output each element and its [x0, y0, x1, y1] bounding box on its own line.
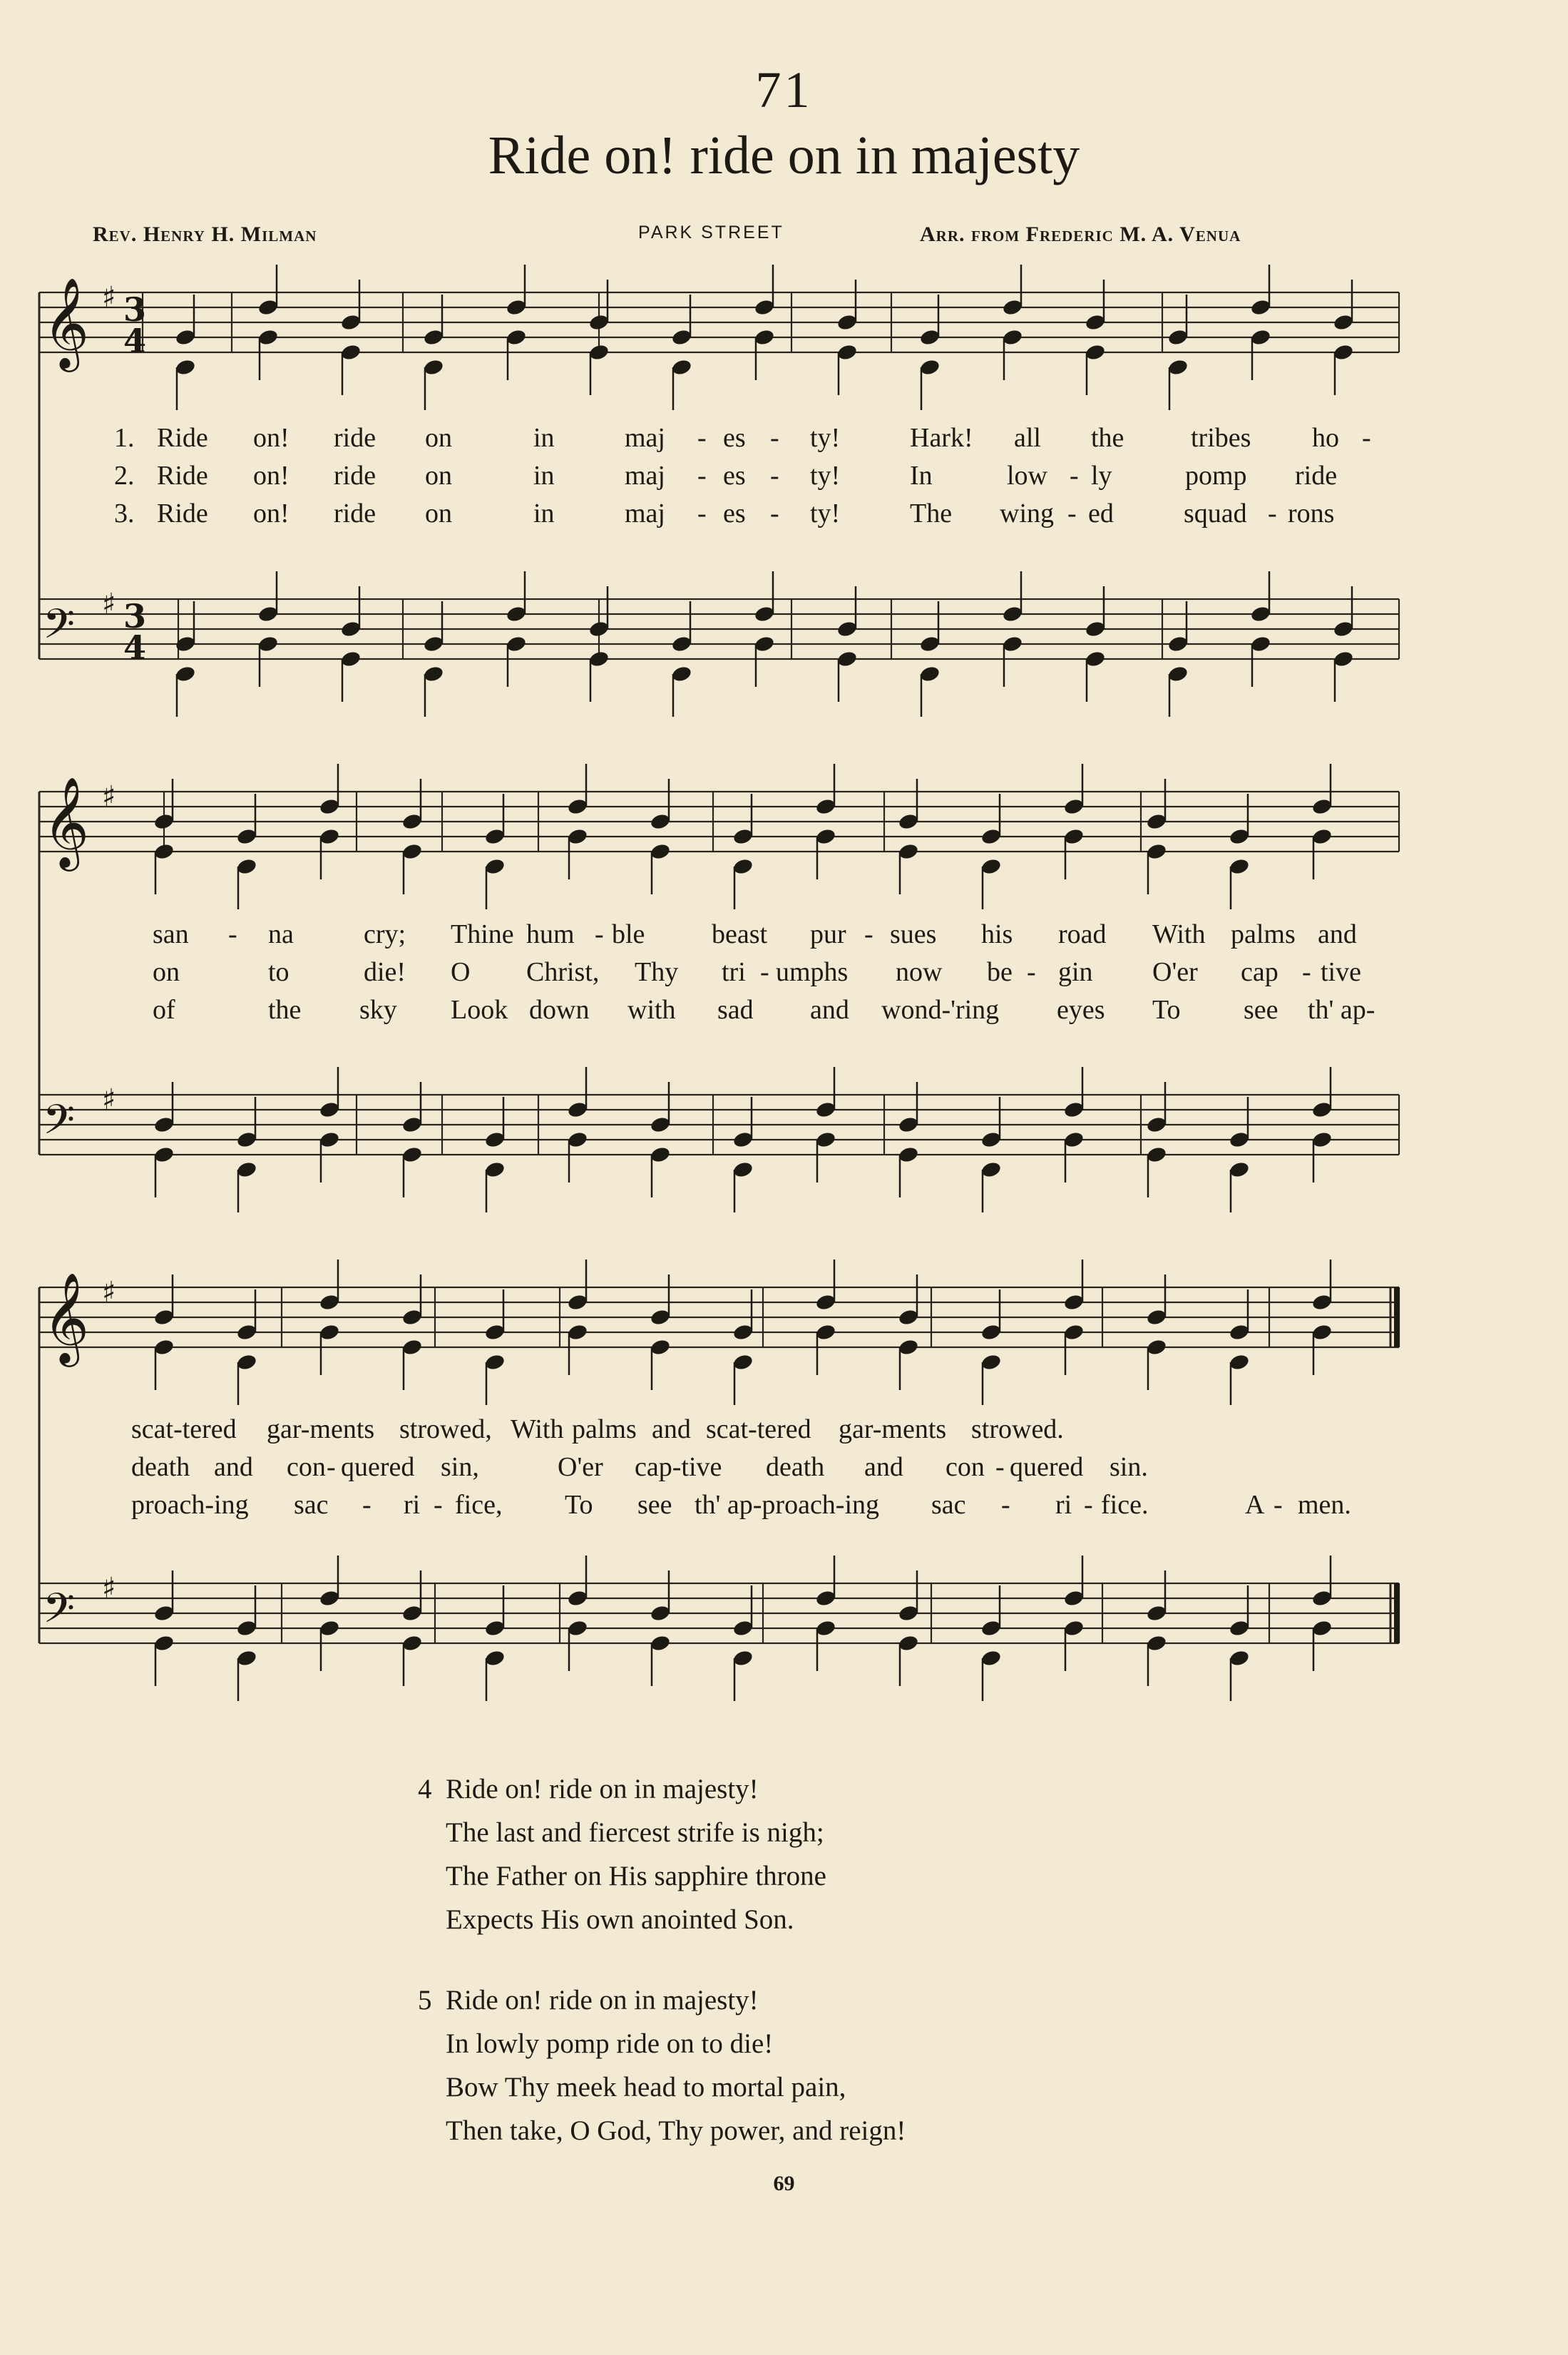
lyric-word: -: [1362, 423, 1371, 453]
lyric-word: ride: [334, 499, 376, 528]
lyric-word: road: [1058, 919, 1107, 949]
lyric-word: With: [1152, 919, 1206, 949]
lyric-word: Thine: [451, 919, 514, 949]
lyric-word: sin,: [441, 1452, 479, 1482]
lyric-word: ly: [1091, 461, 1112, 491]
lyric-word: O'er: [558, 1452, 603, 1482]
lyric-word: quered: [341, 1452, 415, 1482]
lyric-word: pomp: [1185, 461, 1247, 491]
lyric-word: th' ap-: [1308, 995, 1375, 1025]
lyric-word: on!: [253, 461, 289, 491]
hymn-number: 71: [755, 61, 813, 118]
lyric-word: -: [697, 461, 707, 491]
lyric-word: ri: [1055, 1490, 1072, 1520]
lyric-word: Ride: [157, 499, 208, 528]
lyric-word: scat-tered: [131, 1414, 237, 1444]
lyric-word: strowed,: [399, 1414, 492, 1444]
lyric-word: see: [637, 1490, 672, 1520]
lyric-verse-num: 3.: [114, 499, 135, 528]
lyric-word: -: [1027, 957, 1036, 987]
lyric-word: palms: [1231, 919, 1296, 949]
svg-text:♯: ♯: [102, 588, 116, 620]
lyric-word: quered: [1010, 1452, 1084, 1482]
lyric-word: ride: [1295, 461, 1338, 491]
lyric-word: on: [425, 423, 452, 453]
lyric-word: -: [362, 1490, 371, 1520]
lyric-word: -: [1067, 499, 1077, 528]
lyric-word: death: [766, 1452, 825, 1482]
lyric-word: cry;: [364, 919, 406, 949]
lyric-word: tive: [1321, 957, 1361, 987]
lyric-word: -: [770, 423, 779, 453]
lyric-word: squad: [1184, 499, 1247, 528]
verse-line: Ride on! ride on in majesty!: [446, 1985, 759, 2016]
verse-line: Bow Thy meek head to mortal pain,: [446, 2072, 846, 2103]
lyric-word: sues: [890, 919, 937, 949]
lyric-word: low: [1007, 461, 1047, 491]
lyric-word: ty!: [810, 423, 841, 453]
lyric-word: Christ,: [526, 957, 600, 987]
lyric-word: -: [864, 919, 873, 949]
lyric-word: rons: [1288, 499, 1335, 528]
lyric-word: To: [565, 1490, 593, 1520]
lyric-word: be: [987, 957, 1013, 987]
lyric-word: ty!: [810, 499, 841, 528]
lyric-word: O'er: [1152, 957, 1198, 987]
lyric-word: sky: [359, 995, 397, 1025]
svg-text:♯: ♯: [102, 1083, 116, 1116]
lyric-word: beast: [712, 919, 768, 949]
lyric-word: die!: [364, 957, 406, 987]
lyric-word: -: [1274, 1490, 1283, 1520]
lyric-word: the: [1091, 423, 1124, 453]
lyric-word: con: [287, 1452, 326, 1482]
lyric-word: in: [533, 461, 555, 491]
lyric-word: eyes: [1057, 995, 1105, 1025]
lyric-word: men.: [1298, 1490, 1351, 1520]
lyric-word: Ride: [157, 461, 208, 491]
lyric-word: pur: [810, 919, 846, 949]
lyric-word: maj: [625, 461, 665, 491]
lyric-word: gin: [1058, 957, 1093, 987]
svg-text:♯: ♯: [102, 780, 116, 813]
lyric-word: ble: [612, 919, 645, 949]
svg-text:𝄞: 𝄞: [43, 277, 90, 368]
svg-text:3: 3: [123, 290, 147, 329]
lyric-word: th' ap-proach-ing: [695, 1490, 880, 1520]
lyric-word: in: [533, 499, 555, 528]
lyric-word: A: [1245, 1490, 1265, 1520]
verse-number: 4: [418, 1774, 432, 1804]
lyric-word: -: [1001, 1490, 1010, 1520]
svg-text:4: 4: [123, 628, 147, 667]
lyric-word: -: [770, 461, 779, 491]
lyric-word: ty!: [810, 461, 841, 491]
author-credit: Rev. Henry H. Milman: [93, 223, 317, 246]
lyric-word: and: [214, 1452, 253, 1482]
lyric-word: in: [533, 423, 555, 453]
lyric-word: maj: [625, 423, 665, 453]
lyric-word: wond-'ring: [881, 995, 1000, 1025]
svg-text:3: 3: [123, 597, 147, 635]
lyric-word: -: [995, 1452, 1005, 1482]
lyric-word: con: [946, 1452, 985, 1482]
lyric-word: es: [723, 461, 746, 491]
svg-text:𝄢: 𝄢: [43, 1584, 76, 1643]
lyric-verse-num: 2.: [114, 461, 135, 491]
lyric-word: all: [1014, 423, 1041, 453]
verse-line: The Father on His sapphire throne: [446, 1861, 826, 1891]
svg-text:♯: ♯: [102, 281, 116, 314]
lyric-word: down: [529, 995, 590, 1025]
lyric-word: -: [595, 919, 604, 949]
svg-text:𝄞: 𝄞: [43, 776, 90, 867]
lyric-word: With: [511, 1414, 564, 1444]
lyric-word: of: [153, 995, 175, 1025]
lyric-word: O: [451, 957, 471, 987]
lyric-word: Ride: [157, 423, 208, 453]
svg-text:𝄢: 𝄢: [43, 600, 76, 658]
lyric-word: na: [268, 919, 294, 949]
lyric-word: ride: [334, 423, 376, 453]
lyric-word: and: [810, 995, 849, 1025]
lyric-word: on!: [253, 423, 289, 453]
lyric-word: sad: [717, 995, 754, 1025]
lyric-word: fice,: [455, 1490, 503, 1520]
lyric-word: -: [327, 1452, 336, 1482]
page-number: 69: [773, 2172, 795, 2195]
lyric-word: tribes: [1191, 423, 1251, 453]
lyric-word: on!: [253, 499, 289, 528]
lyric-word: gar-ments: [839, 1414, 947, 1444]
lyric-word: now: [896, 957, 943, 987]
lyric-word: with: [627, 995, 676, 1025]
lyric-word: To: [1152, 995, 1181, 1025]
lyric-word: strowed.: [971, 1414, 1064, 1444]
lyric-word: -: [770, 499, 779, 528]
lyric-word: es: [723, 423, 746, 453]
lyric-word: -: [697, 423, 707, 453]
lyric-word: death: [131, 1452, 190, 1482]
lyric-word: hum: [526, 919, 575, 949]
lyric-word: scat-tered: [706, 1414, 811, 1444]
lyric-word: ho: [1312, 423, 1339, 453]
lyric-word: tri: [722, 957, 746, 987]
verse-number: 5: [418, 1985, 432, 2016]
verse-line: The last and fiercest strife is nigh;: [446, 1817, 824, 1848]
lyric-word: sin.: [1110, 1452, 1148, 1482]
verse-line: Ride on! ride on in majesty!: [446, 1774, 759, 1804]
lyric-word: -: [1302, 957, 1311, 987]
lyric-word: sac: [294, 1490, 329, 1520]
lyric-word: -: [228, 919, 237, 949]
lyric-word: -: [434, 1490, 443, 1520]
lyric-word: gar-ments: [267, 1414, 375, 1444]
lyric-word: on: [153, 957, 180, 987]
lyric-word: his: [981, 919, 1013, 949]
arranger-credit: Arr. from Frederic M. A. Venua: [920, 223, 1241, 246]
lyric-word: -: [697, 499, 707, 528]
verse-line: Expects His own anointed Son.: [446, 1904, 794, 1935]
lyric-word: ed: [1088, 499, 1114, 528]
lyric-verse-num: 1.: [114, 423, 135, 453]
svg-text:♯: ♯: [102, 1572, 116, 1605]
lyric-word: the: [268, 995, 302, 1025]
lyric-word: cap: [1241, 957, 1279, 987]
lyric-word: In: [910, 461, 933, 491]
lyric-word: Thy: [635, 957, 679, 987]
svg-text:𝄢: 𝄢: [43, 1095, 76, 1154]
lyric-word: Look: [451, 995, 508, 1025]
lyric-word: The: [910, 499, 953, 528]
svg-text:♯: ♯: [102, 1276, 116, 1309]
lyric-word: wing: [1000, 499, 1054, 528]
hymn-title: Ride on! ride on in majesty: [488, 126, 1080, 185]
tune-name: PARK STREET: [638, 223, 784, 242]
lyric-word: san: [153, 919, 189, 949]
lyric-word: on: [425, 461, 452, 491]
lyric-word: -: [760, 957, 769, 987]
lyric-word: see: [1244, 995, 1279, 1025]
lyric-word: es: [723, 499, 746, 528]
lyric-word: ride: [334, 461, 376, 491]
lyric-word: cap-tive: [635, 1452, 722, 1482]
svg-text:𝄞: 𝄞: [43, 1272, 90, 1363]
lyric-word: and: [652, 1414, 691, 1444]
lyric-word: maj: [625, 499, 665, 528]
lyric-word: on: [425, 499, 452, 528]
lyric-word: -: [1268, 499, 1277, 528]
lyric-word: fice.: [1101, 1490, 1149, 1520]
lyric-word: to: [268, 957, 289, 987]
lyric-word: palms: [572, 1414, 637, 1444]
lyric-word: proach-ing: [131, 1490, 249, 1520]
lyric-word: sac: [931, 1490, 966, 1520]
verse-line: In lowly pomp ride on to die!: [446, 2028, 774, 2059]
lyric-word: and: [1318, 919, 1357, 949]
lyric-word: -: [1084, 1490, 1093, 1520]
verse-line: Then take, O God, Thy power, and reign!: [446, 2115, 906, 2146]
lyric-word: ri: [404, 1490, 421, 1520]
svg-text:4: 4: [123, 322, 147, 360]
lyric-word: Hark!: [910, 423, 973, 453]
lyric-word: -: [1070, 461, 1079, 491]
lyric-word: umphs: [776, 957, 849, 987]
lyric-word: and: [864, 1452, 903, 1482]
